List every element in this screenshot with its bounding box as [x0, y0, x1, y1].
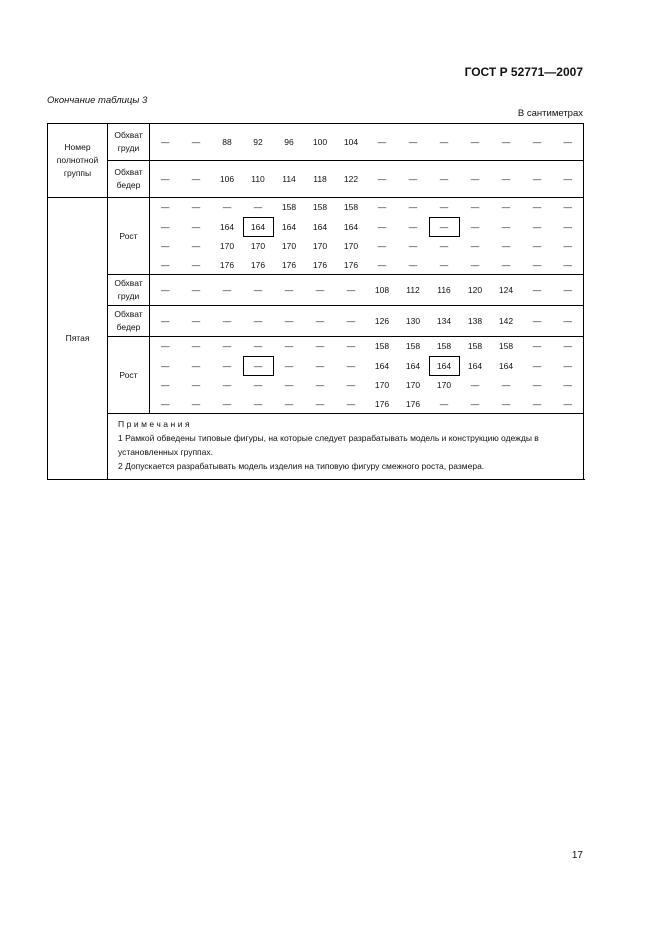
value-cell: 92 [243, 124, 274, 161]
value-cell: — [315, 341, 325, 352]
value-cell: — [284, 360, 294, 371]
value-cell: — [336, 275, 367, 306]
value-cell: 116 [429, 275, 460, 306]
value-cell: 108 [367, 275, 398, 306]
value-cell: — [553, 275, 584, 306]
value-cell: — [181, 124, 212, 161]
value-cell: 110 [243, 161, 274, 198]
value-cell: — [553, 198, 584, 217]
value-cell: — [553, 356, 584, 376]
value-cell: — [491, 124, 522, 161]
value-cell: 176 [398, 395, 429, 414]
value-cell: 170 [312, 241, 328, 251]
value-cell: — [491, 256, 522, 275]
value-cell: 176 [336, 256, 367, 275]
value-cell: — [191, 221, 201, 232]
value-cell: — [439, 241, 449, 251]
value-cell: 138 [460, 306, 491, 337]
value-cell: — [367, 256, 398, 275]
value-cell: — [553, 237, 584, 256]
value-cell: — [553, 161, 584, 198]
value-cell: — [222, 202, 232, 213]
value-cell: 114 [274, 161, 305, 198]
value-cell: 176 [274, 256, 305, 275]
value-cell: 122 [336, 161, 367, 198]
value-cell: — [429, 161, 460, 198]
value-cell: 158 [405, 341, 421, 352]
value-cell: — [161, 202, 170, 213]
value-cell: — [243, 306, 274, 337]
value-cell: — [553, 395, 584, 414]
value-cell: — [532, 380, 542, 390]
group-name: Пятая [48, 198, 108, 480]
value-cell: — [553, 376, 584, 395]
value-cell: 120 [460, 275, 491, 306]
value-cell: — [181, 306, 212, 337]
value-cell: — [522, 275, 553, 306]
value-cell: 130 [398, 306, 429, 337]
hips-label: Обхват бедер [108, 306, 150, 337]
value-cell: 164 [374, 360, 390, 371]
value-cell: 170 [281, 241, 297, 251]
notes-title: Примечания [118, 419, 193, 429]
value-cell: — [305, 275, 336, 306]
value-cell: 170 [250, 241, 266, 251]
value-cell: 164 [343, 221, 359, 232]
value-cell: — [191, 341, 201, 352]
value-cell: — [222, 380, 232, 390]
value-cell: — [377, 241, 387, 251]
value-cell: 176 [367, 395, 398, 414]
height-label: Рост [108, 337, 150, 414]
value-cell: — [367, 161, 398, 198]
value-cell: 170 [405, 380, 421, 390]
value-cell: 164 [498, 360, 514, 371]
value-cell: — [532, 360, 542, 371]
value-cell: — [470, 221, 480, 232]
typical-figure-frame: 164 [243, 217, 274, 237]
value-cell: 134 [429, 306, 460, 337]
value-cell: — [150, 306, 181, 337]
value-cell: — [284, 380, 294, 390]
value-cell: — [398, 256, 429, 275]
value-cell: — [408, 221, 418, 232]
value-cell: 170 [436, 380, 452, 390]
value-cell: 176 [305, 256, 336, 275]
value-cell: — [501, 241, 511, 251]
typical-figure-frame: 164 [429, 356, 460, 376]
value-cell: — [522, 124, 553, 161]
value-cell: — [191, 360, 201, 371]
value-cell: — [522, 161, 553, 198]
value-cell: — [150, 124, 181, 161]
value-cell: — [553, 337, 584, 356]
value-cell: — [470, 380, 480, 390]
value-cell: — [532, 341, 542, 352]
value-cell: — [470, 202, 480, 213]
value-cell: — [161, 360, 170, 371]
value-cell: — [222, 360, 232, 371]
value-cell: — [553, 306, 584, 337]
value-cell: — [429, 256, 460, 275]
value-cell: — [274, 306, 305, 337]
hips-label: Обхват бедер [108, 161, 150, 198]
value-cell: — [161, 241, 170, 251]
value-cell: — [253, 202, 263, 213]
value-cell: 164 [405, 360, 421, 371]
value-cell: — [522, 256, 553, 275]
value-cell: 170 [343, 241, 359, 251]
value-cell: — [346, 380, 356, 390]
value-cell: — [305, 395, 336, 414]
typical-figure-cell [243, 217, 274, 237]
value-cell: — [191, 380, 201, 390]
value-cell: — [191, 241, 201, 251]
value-cell: 158 [281, 202, 297, 213]
value-cell: — [336, 395, 367, 414]
value-cell: — [522, 395, 553, 414]
typical-figure-frame: — [243, 356, 274, 376]
value-cell: — [501, 202, 511, 213]
value-cell: — [274, 275, 305, 306]
value-cell: — [161, 341, 170, 352]
value-cell: — [150, 275, 181, 306]
typical-figure-cell [243, 356, 274, 376]
value-cell: — [377, 221, 387, 232]
value-cell: — [408, 202, 418, 213]
value-cell: — [191, 202, 201, 213]
value-cell: — [150, 256, 181, 275]
value-cell: 170 [374, 380, 390, 390]
value-cell: — [274, 395, 305, 414]
value-cell: 88 [212, 124, 243, 161]
value-cell: — [460, 124, 491, 161]
value-cell: — [532, 202, 542, 213]
value-cell: — [408, 241, 418, 251]
value-cell: 164 [281, 221, 297, 232]
value-cell: — [532, 221, 542, 232]
value-cell: — [284, 341, 294, 352]
value-cell: — [491, 161, 522, 198]
value-cell: 164 [219, 221, 235, 232]
value-cell: — [346, 341, 356, 352]
value-cell: — [346, 360, 356, 371]
value-cell: — [553, 256, 584, 275]
value-cell: 106 [212, 161, 243, 198]
value-cell: — [429, 124, 460, 161]
value-cell: — [398, 161, 429, 198]
value-cell: 176 [212, 256, 243, 275]
value-cell: 158 [436, 341, 452, 352]
document-code: ГОСТ Р 52771—2007 [464, 65, 583, 79]
value-cell: 164 [312, 221, 328, 232]
notes-cell [108, 414, 584, 480]
typical-figure-cell [429, 217, 460, 237]
chest-label: Обхват груди [108, 124, 150, 161]
value-cell: — [161, 221, 170, 232]
value-cell: — [315, 360, 325, 371]
typical-figure-frame: — [429, 217, 460, 237]
note-item: 2 Допускается разрабатывать модель изделия на типовую фигуру смежного роста, размера. [118, 461, 485, 471]
value-cell: 100 [305, 124, 336, 161]
value-cell: — [181, 275, 212, 306]
value-cell: — [460, 256, 491, 275]
value-cell: — [491, 395, 522, 414]
value-cell: — [253, 341, 263, 352]
value-cell: 170 [219, 241, 235, 251]
value-cell: — [439, 202, 449, 213]
value-cell: — [150, 161, 181, 198]
value-cell: 126 [367, 306, 398, 337]
value-cell: 124 [491, 275, 522, 306]
value-cell: — [532, 241, 542, 251]
value-cell: — [470, 241, 480, 251]
group-number-header: Номер полнотной группы [48, 124, 108, 198]
value-cell: — [305, 306, 336, 337]
value-cell: — [429, 395, 460, 414]
value-cell: — [367, 124, 398, 161]
value-cell: — [212, 275, 243, 306]
table-caption: Окончание таблицы 3 [47, 95, 148, 106]
value-cell: — [212, 395, 243, 414]
value-cell: — [150, 395, 181, 414]
value-cell: — [398, 124, 429, 161]
value-cell: 158 [312, 202, 328, 213]
value-cell: — [181, 395, 212, 414]
value-cell: — [553, 217, 584, 237]
value-cell: — [336, 306, 367, 337]
height-label: Рост [108, 198, 150, 275]
value-cell: 158 [498, 341, 514, 352]
value-cell: 104 [336, 124, 367, 161]
value-cell: 164 [467, 360, 483, 371]
value-cell: — [501, 221, 511, 232]
value-cell: — [460, 395, 491, 414]
value-cell: 158 [467, 341, 483, 352]
value-cell: — [522, 306, 553, 337]
value-cell: — [315, 380, 325, 390]
value-cell: — [553, 124, 584, 161]
value-cell: 118 [305, 161, 336, 198]
value-cell: — [460, 161, 491, 198]
value-cell: 176 [243, 256, 274, 275]
typical-figure-cell [429, 356, 460, 376]
value-cell: 158 [374, 341, 390, 352]
value-cell: — [212, 306, 243, 337]
value-cell: 96 [274, 124, 305, 161]
value-cell: — [243, 275, 274, 306]
value-cell: 112 [398, 275, 429, 306]
value-cell: — [222, 341, 232, 352]
note-item: 1 Рамкой обведены типовые фигуры, на которые следует разрабатывать модель и конструкцию одежды в установленных группах. [118, 433, 539, 457]
size-table [47, 123, 584, 480]
value-cell: — [501, 380, 511, 390]
value-cell: — [181, 256, 212, 275]
chest-label: Обхват груди [108, 275, 150, 306]
value-cell: — [243, 395, 274, 414]
page-number: 17 [571, 850, 583, 861]
value-cell: — [253, 380, 263, 390]
units-label: В сантиметрах [517, 108, 583, 119]
value-cell: — [161, 380, 170, 390]
value-cell: 142 [491, 306, 522, 337]
value-cell: — [377, 202, 387, 213]
value-cell: — [181, 161, 212, 198]
value-cell: 158 [343, 202, 359, 213]
